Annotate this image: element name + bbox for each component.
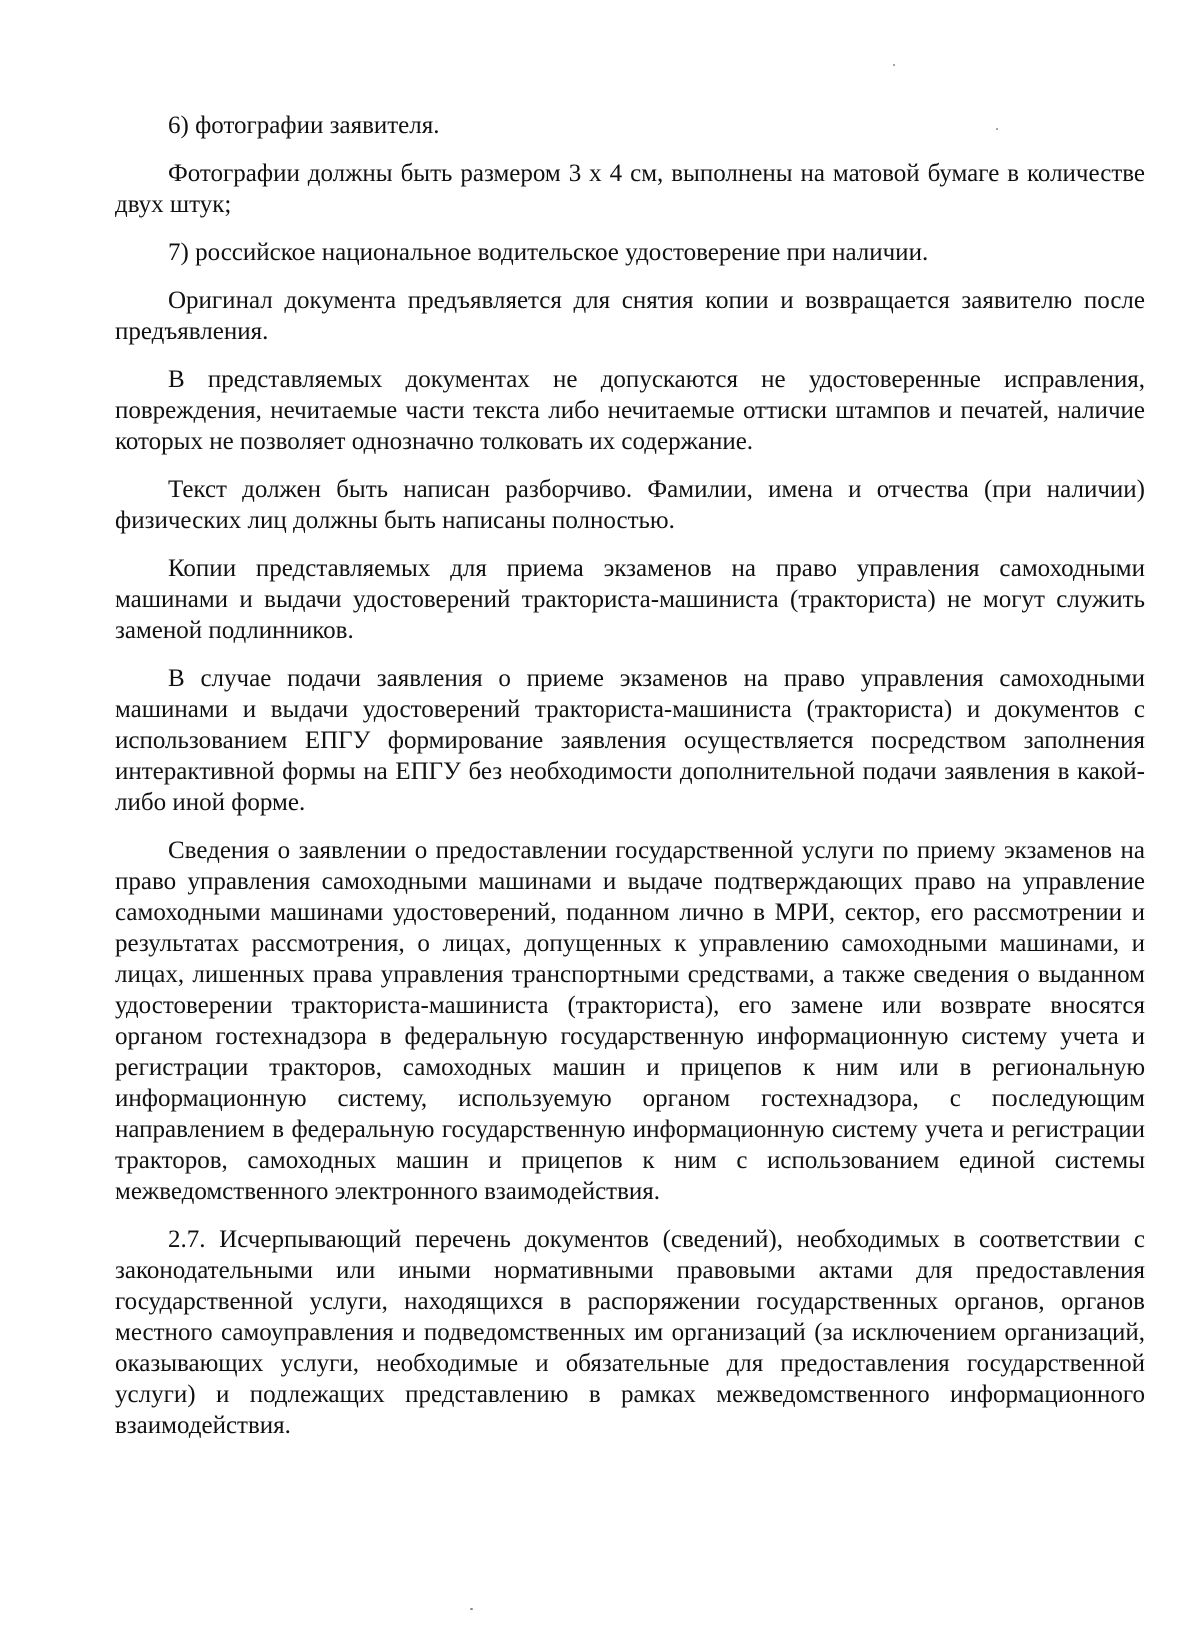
paragraph-original-document: Оригинал документа предъявляется для снятия копии и возвращается заявителю после предъявления. (115, 287, 1145, 345)
paragraph-legibility: Текст должен быть написан разборчиво. Фамилии, имена и отчества (при наличии) физических лиц должны быть написаны полностью. (115, 476, 1145, 534)
scan-speck (893, 64, 895, 66)
paragraph-item-7-license: 7) российское национальное водительское удостоверение при наличии. (168, 239, 929, 266)
paragraph-corrections: В представляемых документах не допускаются не удостоверенные исправления, повреждения, нечитаемые части текста либо нечитаемые оттиски штампов и печатей, наличие которых не позволяет однозначно толковать их содержание. (115, 366, 1145, 455)
scan-speck (470, 1608, 473, 1610)
paragraph-photo-requirements: Фотографии должны быть размером 3 х 4 см, выполнены на матовой бумаге в количестве двух штук; (115, 160, 1145, 218)
paragraph-section-2-7: 2.7. Исчерпывающий перечень документов (сведений), необходимых в соответствии с законодательными или иными нормативными правовыми актами для предоставления государственной услуги, находящихся в распоряжении государственных органов, органов местного самоуправления и подведомственных им организаций (за исключением организаций, оказывающих услуги, необходимые и обязательные для предоставления государственной услуги) и подлежащих представлению в рамках межведомственного информационного взаимодействия. (115, 1226, 1145, 1439)
paragraph-copies: Копии представляемых для приема экзаменов на право управления самоходными машинами и выдачи удостоверений тракториста-машиниста (тракториста) не могут служить заменой подлинников. (115, 555, 1145, 644)
document-body (115, 110, 1145, 1458)
paragraph-information-system: Сведения о заявлении о предоставлении государственной услуги по приему экзаменов на право управления самоходными машинами и выдаче подтверждающих право на управление самоходными машинами удостоверений, поданном лично в МРИ, сектор, его рассмотрении и результатах рассмотрения, о лицах, допущенных к управлению самоходными машинами, и лицах, лишенных права управления транспортными средствами, а также сведения о выданном удостоверении тракториста-машиниста (тракториста), его замене или возврате вносятся органом гостехнадзора в федеральную государственную информационную систему учета и регистрации тракторов, самоходных машин и прицепов к ним или в региональную информационную систему, используемую органом гостехнадзора, с последующим направлением в федеральную государственную информационную систему учета и регистрации тракторов, самоходных машин и прицепов к ним с использованием единой системы межведомственного электронного взаимодействия. (115, 837, 1145, 1205)
paragraph-epgu: В случае подачи заявления о приеме экзаменов на право управления самоходными машинами и выдачи удостоверений тракториста-машиниста (тракториста) и документов с использованием ЕПГУ формирование заявления осуществляется посредством заполнения интерактивной формы на ЕПГУ без необходимости дополнительной подачи заявления в какой-либо иной форме. (115, 665, 1145, 816)
scan-speck (996, 128, 998, 130)
paragraph-item-6-photos: 6) фотографии заявителя. (168, 112, 440, 139)
